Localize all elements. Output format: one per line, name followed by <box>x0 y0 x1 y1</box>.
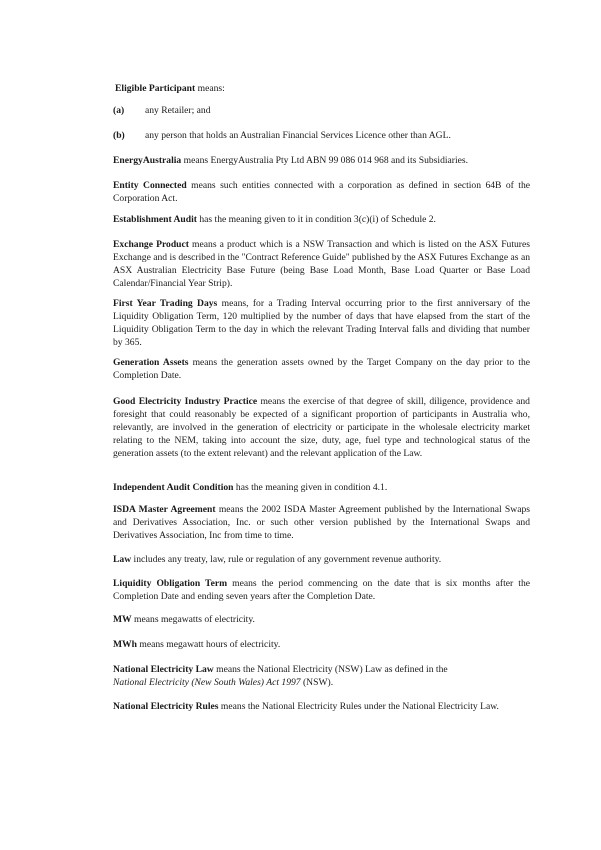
list-item-text: any person that holds an Australian Financial Services Licence other than AGL. <box>145 130 451 141</box>
term: First Year Trading Days <box>113 298 218 309</box>
definition-law: Law includes any treaty, law, rule or regulation of any government revenue authority. <box>113 554 442 565</box>
definition-independent-audit-condition: Independent Audit Condition has the meaning given in condition 4.1. <box>113 482 388 493</box>
definition-national-electricity-law: National Electricity Law means the National Electricity (NSW) Law as defined in the National Electricity (New South Wales) Act 1997 (NSW). <box>113 664 448 688</box>
term: MW <box>113 614 132 625</box>
definition-entity-connected: Entity Connected means such entities connected with a corporation as defined in section 64B of the Corporation Act. <box>113 180 531 204</box>
definition-first-year-trading-days: First Year Trading Days means, for a Trading Interval occurring prior to the first anniversary of the Liquidity Obligation Term, 120 multiplied by the number of days that have elapsed from the start of the Liquidity Obligation Term to the day in which the relevant Trading Interval falls and dividing that number by 365. <box>113 298 530 348</box>
definition-isda-master-agreement: ISDA Master Agreement means the 2002 ISDA Master Agreement published by the International Swaps and Derivatives Association, Inc. or such other version published by the International Swaps and Derivatives Association, Inc from time to time. <box>113 504 530 541</box>
definition-good-electricity-industry-practice: Good Electricity Industry Practice means the exercise of that degree of skill, diligence, providence and foresight that could reasonably be expected of a significant proportion of participants in Australia who, relevantly, are involved in the generation of electricity or participate in the wholesale electricity market relating to the NEM, taking into account the size, duty, age, fuel type and technological status of the generation assets (to the extent relevant) and the relevant application of the Law. <box>113 396 530 459</box>
definition-national-electricity-rules: National Electricity Rules means the National Electricity Rules under the National Electricity Law. <box>113 701 499 712</box>
act-title: National Electricity (New South Wales) Act 1997 <box>113 677 301 688</box>
definition-liquidity-obligation-term: Liquidity Obligation Term means the period commencing on the date that is six months after the Completion Date and ending seven years after the Completion Date. <box>113 578 530 602</box>
term: Exchange Product <box>113 239 189 250</box>
definition-mwh: MWh means megawatt hours of electricity. <box>113 639 281 650</box>
term: EnergyAustralia <box>113 155 182 166</box>
term: National Electricity Rules <box>113 701 219 712</box>
list-item-text: any Retailer; and <box>145 105 211 116</box>
term: Entity Connected <box>113 180 187 191</box>
term: Law <box>113 554 132 565</box>
definition-eligible-participant: Eligible Participant means: <box>115 83 225 94</box>
term: Establishment Audit <box>113 214 197 225</box>
definition-mw: MW means megawatts of electricity. <box>113 614 255 625</box>
definition-establishment-audit: Establishment Audit has the meaning given to it in condition 3(c)(i) of Schedule 2. <box>113 214 436 225</box>
term: ISDA Master Agreement <box>113 504 216 515</box>
definition-generation-assets: Generation Assets means the generation assets owned by the Target Company on the day prior to the Completion Date. <box>113 357 530 381</box>
term: Good Electricity Industry Practice <box>113 396 258 407</box>
term: MWh <box>113 639 137 650</box>
term: National Electricity Law <box>113 664 214 675</box>
term: Independent Audit Condition <box>113 482 234 493</box>
term: Eligible Participant <box>115 83 196 94</box>
term: Generation Assets <box>113 357 189 368</box>
term: Liquidity Obligation Term <box>113 578 228 589</box>
definition-energyaustralia: EnergyAustralia means EnergyAustralia Pty Ltd ABN 99 086 014 968 and its Subsidiaries. <box>113 155 469 166</box>
list-item-letter: (a) <box>113 105 125 116</box>
list-item-letter: (b) <box>113 130 125 141</box>
definition-exchange-product: Exchange Product means a product which is a NSW Transaction and which is listed on the ASX Futures Exchange and is described in the "Contract Reference Guide" published by the ASX Futures Exchange as an ASX Australian Electricity Base Future (being Base Load Month, Base Load Quarter or Base Load Calendar/Financial Year Strip). <box>113 239 530 289</box>
